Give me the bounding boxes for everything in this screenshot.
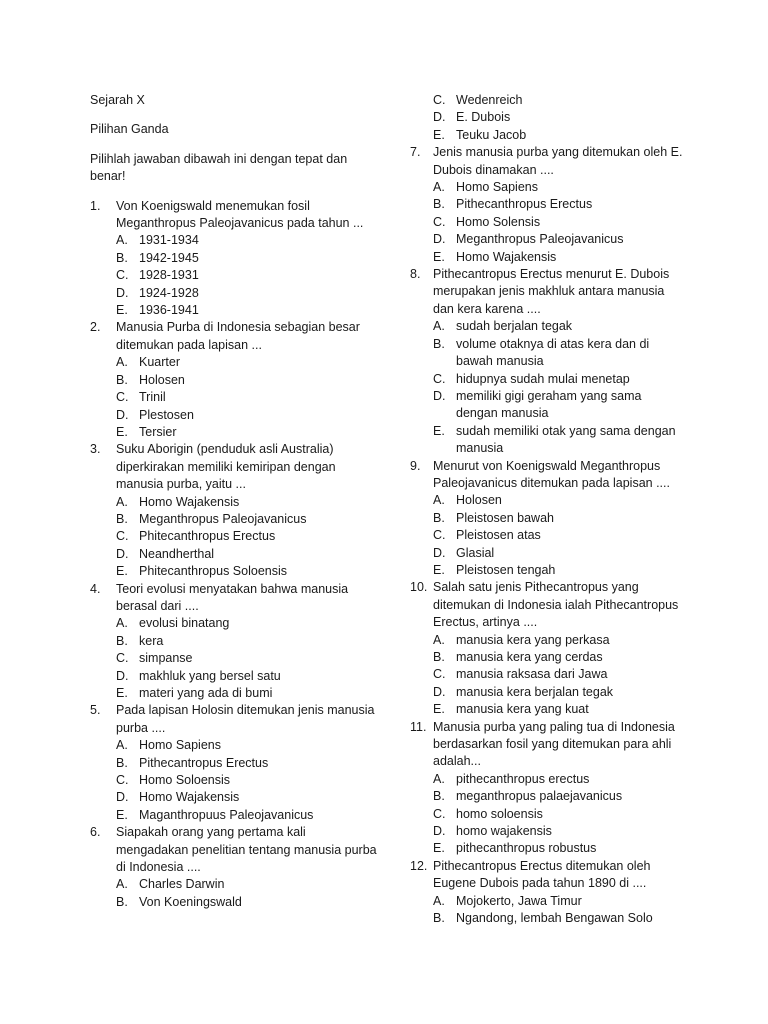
option-list — [116, 737, 380, 824]
option-text: Homo Wajakensis — [456, 249, 557, 264]
option-list — [433, 179, 685, 266]
option-letter: E. — [433, 127, 445, 142]
option-letter: A. — [433, 771, 445, 786]
answer-option — [433, 92, 685, 109]
option-text: Homo Wajakensis — [139, 790, 240, 805]
option-letter: C. — [433, 214, 446, 229]
answer-option — [116, 407, 380, 424]
question-number: 2. — [90, 320, 101, 335]
option-letter: A. — [433, 180, 445, 195]
option-letter: E. — [116, 686, 128, 700]
question-item — [410, 458, 685, 580]
option-list — [116, 354, 380, 441]
option-letter: B. — [433, 197, 445, 212]
answer-option — [433, 840, 685, 857]
answer-option — [433, 806, 685, 823]
option-letter: D. — [116, 407, 129, 422]
option-letter: A. — [433, 493, 445, 508]
option-text: 1928-1931 — [139, 268, 199, 283]
answer-option — [433, 649, 685, 666]
question-number: 3. — [90, 442, 101, 457]
option-letter: B. — [116, 755, 128, 770]
answer-option — [433, 196, 685, 213]
option-text: Homo Sapiens — [456, 180, 538, 195]
question-text: Siapakah orang yang pertama kali mengadakan penelitian tentang manusia purba di Indonesia .... — [116, 825, 377, 875]
option-letter: B. — [433, 911, 445, 926]
question-item — [410, 266, 685, 457]
option-letter: B. — [433, 510, 445, 525]
option-text: 1931-1934 — [139, 233, 199, 248]
question-number: 1. — [90, 198, 101, 213]
option-letter: D. — [116, 285, 129, 300]
answer-option — [116, 389, 380, 406]
question-row — [410, 144, 685, 179]
answer-option — [433, 336, 685, 371]
instruction-text: Pilihlah jawaban dibawah ini dengan tepat dan benar! — [90, 151, 348, 184]
question-row — [410, 579, 685, 631]
option-letter: C. — [116, 773, 129, 788]
answer-option — [116, 876, 380, 893]
option-text: Phitecanthropus Soloensis — [139, 564, 288, 579]
option-text: makhluk yang bersel satu — [139, 668, 281, 683]
option-letter: B. — [433, 650, 445, 664]
option-letter: D. — [116, 546, 129, 561]
option-letter: A. — [433, 893, 445, 908]
question-text: Suku Aborigin (penduduk asli Australia) diperkirakan memiliki kemiripan dengan manusia purba, yaitu ... — [116, 442, 336, 492]
option-list — [433, 632, 685, 719]
answer-option — [433, 423, 685, 458]
question-row — [90, 198, 380, 233]
option-list — [433, 318, 685, 457]
answer-option — [433, 179, 685, 196]
answer-option — [116, 232, 380, 249]
answer-option — [433, 545, 685, 562]
option-letter: B. — [433, 336, 445, 351]
answer-option — [116, 511, 380, 528]
option-text: meganthropus palaejavanicus — [456, 789, 623, 804]
option-text: homo wajakensis — [456, 824, 552, 839]
answer-option — [433, 318, 685, 335]
option-letter: A. — [433, 632, 445, 647]
option-letter: C. — [116, 268, 129, 283]
question-text: Von Koenigswald menemukan fosil Meganthropus Paleojavanicus pada tahun ... — [116, 198, 364, 231]
question-number: 9. — [410, 458, 421, 473]
question-list-right — [410, 144, 685, 927]
answer-option — [116, 668, 380, 685]
option-text: volume otaknya di atas kera dan di bawah manusia — [456, 336, 650, 369]
option-letter: B. — [116, 894, 128, 909]
section-heading: Pilihan Ganda — [90, 122, 169, 137]
question-number: 6. — [90, 825, 101, 840]
option-letter: E. — [433, 562, 445, 577]
option-text: Pithecanthropus Erectus — [456, 197, 593, 212]
answer-option — [433, 371, 685, 388]
question-row — [90, 702, 380, 737]
question-list-left — [90, 198, 380, 912]
question-text: Teori evolusi menyatakan bahwa manusia berasal dari .... — [116, 581, 349, 613]
answer-option — [433, 492, 685, 509]
answer-option — [116, 250, 380, 267]
question-row — [90, 824, 380, 876]
question-item — [90, 581, 380, 703]
option-text: Tersier — [139, 424, 177, 439]
option-text: Homo Soloensis — [139, 773, 231, 788]
option-letter: C. — [433, 371, 446, 386]
option-letter: E. — [433, 841, 445, 856]
option-text: Pleistosen bawah — [456, 510, 554, 525]
option-list — [433, 893, 685, 928]
question-row — [90, 441, 380, 493]
option-text: Charles Darwin — [139, 877, 225, 892]
question-item — [410, 579, 685, 718]
option-letter: B. — [433, 789, 445, 804]
option-list — [433, 771, 685, 858]
option-text: Homo Wajakensis — [139, 494, 240, 509]
option-text: Von Koeningswald — [139, 894, 242, 909]
continued-options — [433, 92, 685, 144]
option-text: Homo Solensis — [456, 214, 541, 229]
question-item — [410, 719, 685, 858]
option-text: hidupnya sudah mulai menetap — [456, 371, 630, 386]
option-list — [116, 876, 380, 911]
option-text: Pithecantropus Erectus — [139, 755, 269, 770]
question-text: Manusia Purba di Indonesia sebagian besar ditemukan pada lapisan ... — [116, 320, 360, 352]
option-letter: D. — [433, 545, 446, 560]
answer-option — [433, 666, 685, 683]
answer-option — [116, 302, 380, 319]
option-list — [433, 492, 685, 579]
answer-option — [116, 755, 380, 772]
option-letter: A. — [116, 616, 128, 631]
option-letter: D. — [433, 684, 446, 699]
option-letter: D. — [433, 388, 446, 403]
option-letter: D. — [433, 824, 446, 839]
option-text: Trinil — [139, 390, 166, 405]
option-list — [116, 232, 380, 319]
question-row — [90, 581, 380, 616]
option-text: memiliki gigi geraham yang sama dengan manusia — [456, 388, 642, 421]
option-text: 1942-1945 — [139, 250, 199, 265]
option-text: kera — [139, 633, 164, 648]
option-list — [116, 615, 380, 702]
answer-option — [116, 685, 380, 702]
option-text: evolusi binatang — [139, 616, 230, 631]
option-text: Maganthropuus Paleojavanicus — [139, 807, 314, 822]
question-number: 4. — [90, 581, 101, 596]
answer-option — [116, 494, 380, 511]
answer-option — [433, 910, 685, 927]
option-text: Plestosen — [139, 407, 194, 422]
document-title: Sejarah X — [90, 93, 145, 107]
option-letter: E. — [433, 423, 445, 438]
answer-option — [116, 650, 380, 667]
answer-option — [433, 788, 685, 805]
question-number: 7. — [410, 145, 421, 160]
question-row — [410, 458, 685, 493]
answer-option — [433, 249, 685, 266]
option-letter: D. — [433, 110, 446, 125]
option-letter: A. — [116, 494, 128, 509]
option-text: Phitecanthropus Erectus — [139, 529, 276, 544]
option-text: materi yang ada di bumi — [139, 686, 273, 700]
option-text: manusia kera yang cerdas — [456, 650, 603, 664]
question-item — [90, 441, 380, 580]
answer-option — [116, 615, 380, 632]
option-text: Pleistosen tengah — [456, 562, 556, 577]
option-text: sudah berjalan tegak — [456, 319, 573, 334]
question-row — [410, 266, 685, 318]
option-text: 1924-1928 — [139, 285, 199, 300]
right-column — [410, 92, 685, 928]
answer-option — [433, 823, 685, 840]
option-letter: C. — [116, 651, 129, 666]
question-text: Pithecantropus Erectus ditemukan oleh Eugene Dubois pada tahun 1890 di .... — [433, 858, 651, 891]
option-text: manusia kera yang perkasa — [456, 632, 610, 647]
option-text: Pleistosen atas — [456, 528, 541, 543]
answer-option — [433, 214, 685, 231]
question-number: 10. — [410, 580, 428, 595]
question-number: 5. — [90, 703, 101, 718]
option-letter: D. — [116, 790, 129, 805]
question-number: 11. — [410, 719, 427, 734]
question-text: Manusia purba yang paling tua di Indonesia berdasarkan fosil yang ditemukan para ahli adalah... — [433, 719, 675, 769]
question-text: Jenis manusia purba yang ditemukan oleh E. Dubois dinamakan .... — [433, 145, 683, 177]
option-letter: C. — [433, 667, 446, 682]
question-text: Salah satu jenis Pithecantropus yang ditemukan di Indonesia ialah Pithecantropus Erectus, artinya .... — [433, 580, 679, 630]
question-item — [90, 702, 380, 824]
option-text: 1936-1941 — [139, 303, 199, 318]
question-item — [410, 858, 685, 928]
option-text: manusia kera yang kuat — [456, 702, 589, 717]
option-text: Ngandong, lembah Bengawan Solo — [456, 911, 653, 926]
answer-option — [433, 562, 685, 579]
answer-option — [116, 633, 380, 650]
option-text: pithecanthropus robustus — [456, 841, 597, 856]
option-letter: D. — [116, 668, 129, 683]
question-number: 8. — [410, 267, 421, 282]
option-text: pithecanthropus erectus — [456, 771, 590, 786]
option-letter: C. — [433, 806, 446, 821]
answer-option — [116, 789, 380, 806]
option-text: Homo Sapiens — [139, 738, 221, 753]
question-item — [410, 144, 685, 266]
option-letter: A. — [116, 877, 128, 892]
answer-option — [116, 546, 380, 563]
question-row — [90, 319, 380, 354]
option-text: Teuku Jacob — [456, 127, 527, 142]
option-letter: A. — [116, 355, 128, 370]
option-letter: B. — [116, 250, 128, 265]
answer-option — [116, 424, 380, 441]
answer-option — [433, 388, 685, 423]
answer-option — [433, 684, 685, 701]
answer-option — [433, 893, 685, 910]
answer-option — [116, 894, 380, 911]
option-text: Kuarter — [139, 355, 180, 370]
option-letter: A. — [116, 233, 128, 248]
option-text: Mojokerto, Jawa Timur — [456, 893, 582, 908]
option-letter: D. — [433, 232, 446, 247]
option-letter: E. — [433, 249, 445, 264]
option-text: Holosen — [456, 493, 502, 508]
option-letter: E. — [116, 807, 128, 822]
answer-option — [433, 701, 685, 718]
option-letter: A. — [116, 738, 128, 753]
option-text: Wedenreich — [456, 93, 523, 107]
option-text: manusia kera berjalan tegak — [456, 684, 614, 699]
answer-option — [433, 127, 685, 144]
option-letter: C. — [116, 390, 129, 405]
option-text: E. Dubois — [456, 110, 511, 125]
question-text: Menurut von Koenigswald Meganthropus Paleojavanicus ditemukan pada lapisan .... — [433, 458, 670, 490]
option-text: Meganthropus Paleojavanicus — [139, 511, 307, 526]
question-number: 12. — [410, 858, 428, 873]
answer-option — [116, 807, 380, 824]
answer-option — [116, 563, 380, 580]
option-letter: C. — [116, 529, 129, 544]
option-text: Holosen — [139, 372, 185, 387]
question-text: Pithecantropus Erectus menurut E. Dubois merupakan jenis makhluk antara manusia dan kera karena .... — [433, 267, 670, 316]
answer-option — [116, 285, 380, 302]
answer-option — [433, 510, 685, 527]
option-letter: E. — [433, 702, 445, 717]
question-item — [90, 319, 380, 441]
option-text: Glasial — [456, 545, 495, 560]
option-text: Neandherthal — [139, 546, 215, 561]
answer-option — [116, 267, 380, 284]
question-row — [410, 858, 685, 893]
option-letter: E. — [116, 424, 128, 439]
answer-option — [116, 354, 380, 371]
answer-option — [433, 771, 685, 788]
option-text: homo soloensis — [456, 806, 543, 821]
answer-option — [116, 772, 380, 789]
answer-option — [116, 372, 380, 389]
answer-option — [433, 109, 685, 126]
left-column — [90, 92, 380, 911]
option-text: sudah memiliki otak yang sama dengan manusia — [456, 423, 676, 456]
option-letter: E. — [116, 564, 128, 579]
option-letter: C. — [433, 93, 446, 107]
answer-option — [116, 528, 380, 545]
answer-option — [116, 737, 380, 754]
option-text: Meganthropus Paleojavanicus — [456, 232, 624, 247]
question-text: Pada lapisan Holosin ditemukan jenis manusia purba .... — [116, 703, 375, 735]
answer-option — [433, 632, 685, 649]
question-row — [410, 719, 685, 771]
option-letter: B. — [116, 372, 128, 387]
answer-option — [433, 231, 685, 248]
option-letter: C. — [433, 528, 446, 543]
option-text: manusia raksasa dari Jawa — [456, 667, 608, 682]
option-list — [116, 494, 380, 581]
option-letter: A. — [433, 319, 445, 334]
option-letter: E. — [116, 303, 128, 318]
option-letter: B. — [116, 633, 128, 648]
answer-option — [433, 527, 685, 544]
question-item — [90, 198, 380, 320]
option-text: simpanse — [139, 651, 193, 666]
option-letter: B. — [116, 511, 128, 526]
question-item — [90, 824, 380, 911]
